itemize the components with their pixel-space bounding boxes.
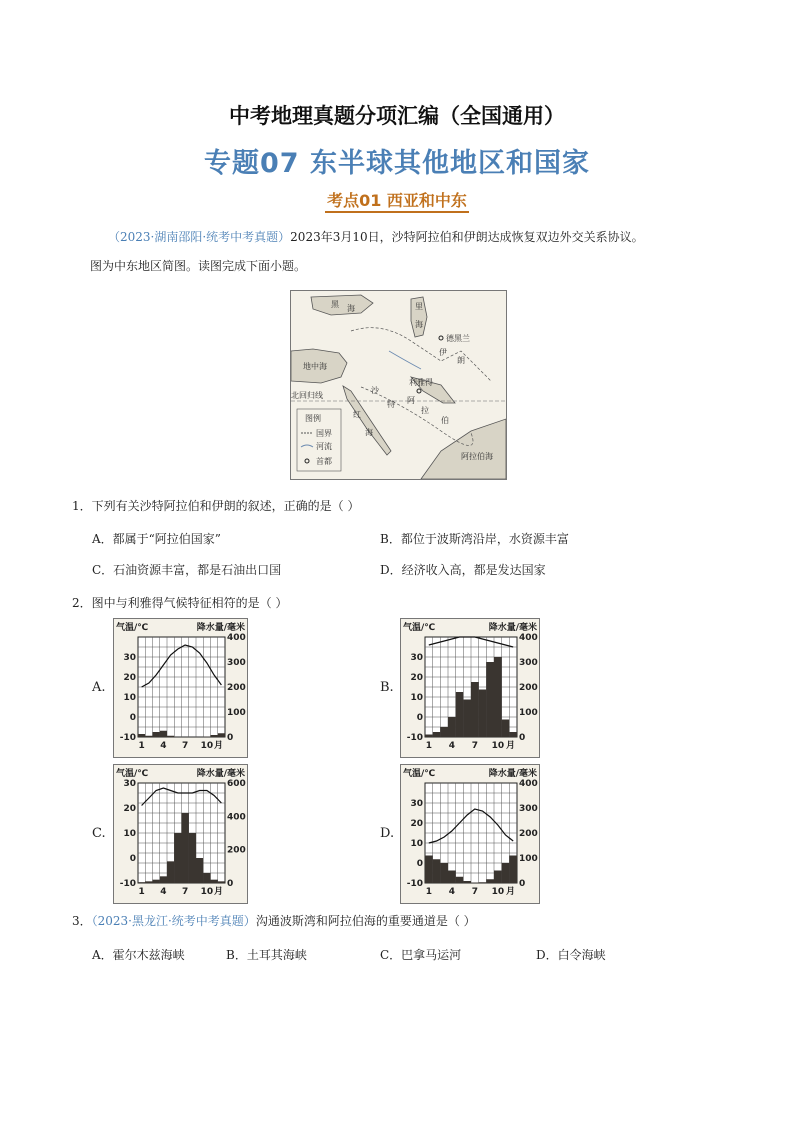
chart-c-precip-tick: 200	[227, 845, 246, 856]
climate-chart-a	[113, 618, 248, 758]
chart-d-month-tick: 7	[471, 887, 478, 897]
q1-option-a[interactable]: A．都属于“阿拉伯国家”	[92, 532, 221, 546]
chart-a-precip-bar-10	[203, 737, 210, 738]
chart-d-precip-bar-10	[494, 871, 502, 884]
chart-a-temp-tick: 30	[123, 653, 136, 663]
chart-b-temp-tick: 10	[410, 693, 423, 703]
chart-d-precip-tick: 100	[519, 854, 538, 864]
climate-chart-b	[400, 618, 540, 758]
map-label-saudi-2: 特	[387, 400, 395, 409]
map-legend-border: 国界	[316, 429, 332, 438]
middle-east-map	[290, 290, 507, 480]
chart-c-month-tick: 4	[160, 887, 167, 897]
intro-source: （2023·湖南邵阳·统考中考真题）	[108, 230, 291, 244]
chart-b-precip-tick: 100	[519, 708, 538, 718]
chart-c-temp-tick: 30	[123, 779, 136, 789]
chart-c-temp-tick: 20	[123, 804, 136, 814]
chart-a-precip-bar-12	[218, 733, 225, 737]
chart-d-precip-bar-8	[479, 882, 487, 883]
chart-a-month-tick: 7	[181, 741, 189, 751]
map-label-saudi-4: 拉	[421, 406, 429, 415]
chart-a-precip-tick: 0	[227, 733, 234, 743]
q3-stem: 沟通波斯湾和阿拉伯海的重要通道是（ ）	[255, 914, 476, 928]
chart-c-precip-bar-1	[138, 882, 145, 883]
chart-d-precip-tick: 300	[519, 804, 538, 814]
chart-a-temp-axis-label: 气温/℃	[116, 623, 149, 633]
chart-a-precip-bar-1	[138, 734, 145, 737]
chart-a-precip-bar-4	[160, 731, 167, 737]
chart-d-month-tick: 4	[448, 887, 455, 897]
chart-b-precip-bar-2	[433, 732, 441, 737]
map-label-black-sea: 黑	[331, 300, 339, 309]
chart-d-precip-bar-7	[471, 883, 479, 884]
map-label-caspian: 里	[415, 302, 423, 311]
map-label-tropic: 北回归线	[291, 391, 323, 400]
chart-d-precip-bar-6	[463, 881, 471, 883]
chart-a-month-axis-label: 月	[213, 741, 223, 751]
chart-b-precip-bar-5	[456, 692, 464, 737]
chart-b-precip-bar-12	[509, 732, 517, 737]
chart-d-temp-tick: 30	[410, 799, 423, 809]
chart-b-temp-axis-label: 气温/℃	[403, 623, 436, 633]
chart-c-precip-bar-7	[182, 813, 189, 883]
chart-c-temp-tick: 0	[129, 854, 136, 864]
doc-series-title: 中考地理真题分项汇编（全国通用）	[229, 104, 565, 128]
q1-option-b[interactable]: B．都位于波斯湾沿岸，水资源丰富	[380, 532, 569, 546]
chart-c-precip-bar-6	[174, 833, 181, 883]
chart-a-temp-tick: 10	[123, 693, 136, 703]
subtopic-title-text: 考点01 西亚和中东	[325, 191, 469, 213]
chart-d-temp-axis-label: 气温/℃	[403, 769, 436, 779]
chart-a-precip-bar-3	[153, 732, 160, 737]
chart-a-precip-bar-11	[211, 735, 218, 737]
chart-d-precip-tick: 0	[519, 879, 526, 889]
map-label-saudi-3: 阿	[407, 396, 415, 405]
map-label-saudi-1: 沙	[371, 386, 379, 395]
intro-line-1	[108, 224, 768, 250]
q2-stem: 2．图中与利雅得气候特征相符的是（ ）	[72, 596, 288, 610]
q1-option-c[interactable]: C．石油资源丰富，都是石油出口国	[92, 563, 282, 577]
chart-b-temp-tick: -10	[406, 733, 423, 743]
map-label-riyadh: 利雅得	[409, 378, 433, 387]
chart-d-month-tick: 1	[425, 887, 432, 897]
q2-option-c[interactable]: C.	[92, 826, 106, 841]
q3-option-a[interactable]: A．霍尔木兹海峡	[92, 948, 185, 962]
subtopic-title	[0, 188, 794, 211]
chart-b-precip-tick: 400	[519, 633, 538, 643]
chart-a-temp-tick: -10	[119, 733, 136, 743]
map-legend-river: 河流	[316, 442, 332, 451]
chart-a-precip-tick: 200	[227, 683, 246, 693]
chart-c-precip-bar-12	[218, 881, 225, 883]
chart-d-precip-bar-4	[448, 871, 456, 884]
q2-option-d[interactable]: D.	[380, 826, 395, 841]
chart-b-precip-tick: 300	[519, 658, 538, 668]
chart-c-precip-bar-10	[203, 873, 210, 883]
q3-source: （2023·黑龙江·统考中考真题）	[91, 914, 256, 928]
chart-a-precip-tick: 300	[227, 658, 246, 668]
chart-a-temp-tick: 20	[123, 673, 136, 683]
intro-line-2: 图为中东地区简图。读图完成下面小题。	[90, 259, 307, 273]
chart-b-precip-bar-11	[502, 720, 510, 738]
chart-d-temp-tick: 10	[410, 839, 423, 849]
chart-c-month-tick: 1	[138, 887, 145, 897]
map-label-mediterranean: 地中海	[303, 362, 327, 371]
map-label-black-sea-2: 海	[347, 304, 355, 313]
chart-b-temp-tick: 30	[410, 653, 423, 663]
chart-c-precip-bar-9	[196, 858, 203, 883]
q1-option-d[interactable]: D．经济收入高，都是发达国家	[380, 563, 546, 577]
chart-c-precip-bar-3	[153, 880, 160, 883]
q3-option-c[interactable]: C．巴拿马运河	[380, 948, 462, 962]
chart-b-precip-bar-3	[440, 727, 448, 737]
chart-b-month-tick: 7	[471, 741, 478, 751]
map-label-red-sea-1: 红	[353, 410, 361, 419]
chart-a-month-tick: 4	[160, 741, 167, 751]
q3-option-b[interactable]: B．土耳其海峡	[226, 948, 307, 962]
chart-d-precip-bar-5	[456, 877, 464, 883]
map-label-iran-2: 朗	[457, 356, 465, 365]
chart-b-precip-bar-8	[479, 690, 487, 738]
chart-b-temp-tick: 0	[416, 713, 423, 723]
chart-c-precip-axis-label: 降水量/毫米	[196, 769, 245, 779]
chart-a-temp-tick: 0	[129, 713, 136, 723]
climate-chart-c	[113, 764, 248, 904]
climate-chart-d	[400, 764, 540, 904]
chart-b-precip-axis-label: 降水量/毫米	[488, 623, 537, 633]
chart-c-precip-tick: 400	[227, 812, 246, 823]
chart-a-precip-bar-5	[167, 736, 174, 737]
chart-d-precip-tick: 200	[519, 829, 538, 839]
map-label-tehran: 德黑兰	[446, 334, 470, 343]
chart-d-precip-bar-1	[425, 856, 433, 884]
map-label-caspian-2: 海	[415, 320, 423, 329]
q3-stem-line	[72, 908, 476, 934]
chart-d-month-axis-label: 月	[505, 887, 515, 897]
chart-a-precip-tick: 100	[227, 708, 246, 718]
chart-c-precip-tick: 600	[227, 779, 246, 789]
chart-d-precip-tick: 400	[519, 779, 538, 789]
chart-c-precip-bar-11	[211, 880, 218, 883]
chart-b-precip-bar-7	[471, 682, 479, 737]
chart-c-precip-bar-8	[189, 833, 196, 883]
chart-a-precip-axis-label: 降水量/毫米	[196, 623, 245, 633]
chart-b-temp-tick: 20	[410, 673, 423, 683]
chart-d-precip-bar-2	[433, 859, 441, 883]
chart-d-precip-bar-9	[486, 879, 494, 883]
q3-option-d[interactable]: D．白令海峡	[536, 948, 606, 962]
chart-c-temp-tick: 10	[123, 829, 136, 839]
q2-option-b[interactable]: B.	[380, 680, 394, 695]
chart-c-temp-axis-label: 气温/℃	[116, 769, 149, 779]
map-legend-title: 图例	[305, 414, 321, 423]
chart-a-month-tick: 10	[200, 741, 214, 751]
chart-b-precip-bar-10	[494, 657, 502, 737]
chart-b-month-tick: 4	[448, 741, 455, 751]
map-label-iran-1: 伊	[439, 348, 447, 357]
chart-d-temp-tick: 0	[416, 859, 423, 869]
chart-d-temp-tick: 20	[410, 819, 423, 829]
chart-b-month-tick: 10	[491, 741, 505, 751]
map-label-saudi-5: 伯	[441, 416, 449, 425]
chart-c-precip-bar-2	[145, 881, 152, 883]
chart-b-precip-bar-4	[448, 717, 456, 737]
chart-b-month-tick: 1	[425, 741, 432, 751]
intro-text-1: 2023年3月10日，沙特阿拉伯和伊朗达成恢复双边外交关系协议。	[290, 230, 644, 244]
map-label-arabian-sea: 阿拉伯海	[461, 452, 493, 461]
chart-b-precip-tick: 200	[519, 683, 538, 693]
chart-c-month-axis-label: 月	[213, 887, 223, 897]
topic-title: 专题07 东半球其他地区和国家	[204, 148, 590, 179]
chart-c-precip-bar-4	[160, 876, 167, 883]
chart-c-month-tick: 10	[200, 887, 214, 897]
chart-a-precip-tick: 400	[227, 633, 246, 643]
chart-d-precip-bar-3	[440, 863, 448, 883]
map-label-red-sea-2: 海	[365, 428, 373, 437]
chart-c-precip-tick: 0	[227, 879, 234, 889]
chart-c-temp-tick: -10	[119, 879, 136, 889]
chart-a-month-tick: 1	[138, 741, 145, 751]
chart-b-precip-bar-6	[463, 700, 471, 738]
chart-d-precip-axis-label: 降水量/毫米	[488, 769, 537, 779]
chart-b-month-axis-label: 月	[505, 741, 515, 751]
chart-d-month-tick: 10	[491, 887, 505, 897]
chart-d-temp-tick: -10	[406, 879, 423, 889]
q1-stem: 1．下列有关沙特阿拉伯和伊朗的叙述，正确的是（ ）	[72, 499, 360, 513]
chart-d-precip-bar-12	[509, 856, 517, 884]
chart-c-month-tick: 7	[181, 887, 189, 897]
chart-a-precip-bar-2	[145, 736, 152, 737]
chart-c-precip-bar-5	[167, 861, 174, 883]
q3-number: 3．	[72, 914, 92, 928]
chart-b-precip-bar-1	[425, 735, 433, 738]
chart-b-precip-bar-9	[486, 662, 494, 737]
q2-option-a[interactable]: A.	[92, 680, 106, 695]
map-legend-capital: 首都	[316, 457, 332, 466]
chart-b-precip-tick: 0	[519, 733, 526, 743]
chart-d-precip-bar-11	[502, 863, 510, 883]
